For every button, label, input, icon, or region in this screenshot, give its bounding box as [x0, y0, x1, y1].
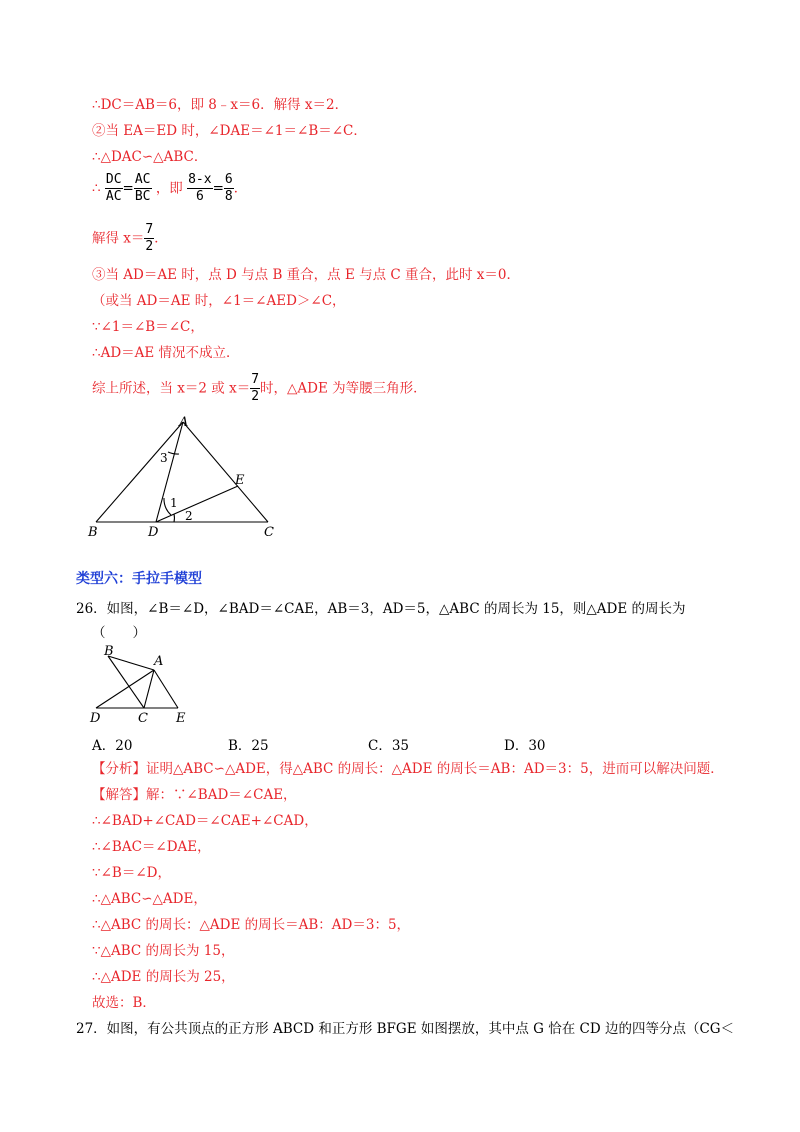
q26-stem: 26．如图，∠B＝∠D，∠BAD＝∠CAE，AB＝3，AD＝5，△ABC 的周长为 15，则△ADE 的周长为 — [76, 601, 686, 617]
period: ． — [154, 230, 168, 247]
fraction-numerator: DC — [105, 172, 122, 187]
q26-solution-line: 【解答】解：∵∠BAD＝∠CAE， — [92, 787, 297, 803]
solution-line-1: ∴DC＝AB＝6，即 8﹣x＝6．解得 x＝2． — [92, 97, 349, 113]
solution-line-2: ②当 EA＝ED 时，∠DAE＝∠1＝∠B＝∠C． — [92, 123, 367, 139]
therefore-symbol: ∴ — [92, 180, 101, 197]
period: ． — [233, 180, 248, 197]
q26-solution-line: ∴△ABC 的周长：△ADE 的周长＝AB：AD＝3：5， — [92, 917, 411, 933]
fraction-denominator: 6 — [195, 189, 204, 204]
label-e: E — [235, 473, 245, 488]
label-c: C — [264, 525, 274, 540]
solution-line-9: ∴AD＝AE 情况不成立． — [92, 345, 240, 361]
fraction-numerator: 7 — [251, 372, 260, 387]
label-a: A — [154, 654, 164, 669]
solution-line-4: ∴ $\frac{DC}{AC}$ = $\frac{AC}{BC}$ ，即 $\frac{8-x}{6}$ = $\frac{6}{8}$ ． — [92, 172, 248, 204]
fraction-8-x-over-6 — [187, 172, 212, 205]
segment-ba — [108, 656, 154, 670]
label-b: B — [88, 525, 98, 540]
label-angle-1: 1 — [170, 496, 178, 510]
solution-line-5 — [92, 222, 168, 255]
label-e: E — [176, 711, 186, 726]
q26-solution-line: ∴∠BAC＝∠DAE， — [92, 839, 211, 855]
segment-de — [156, 486, 238, 522]
fraction-denominator: 2 — [145, 239, 154, 254]
choice-a[interactable]: A．20 — [92, 738, 133, 754]
angle-3-arc — [168, 452, 179, 454]
solution-line-3: ∴△DAC∽△ABC． — [92, 149, 208, 165]
q26-solution-line: ∴△ABC∽△ADE， — [92, 891, 207, 907]
fraction-7-over-2 — [250, 372, 260, 405]
fraction-numerator: 8-x — [188, 172, 212, 187]
solve-text: 解得 x＝ — [92, 230, 145, 247]
fraction-denominator: AC — [105, 189, 122, 204]
fraction-denominator: BC — [134, 189, 151, 204]
conclusion-text: 综上所述，当 x＝2 或 x＝ — [92, 380, 251, 397]
fraction-7-over-2 — [144, 222, 154, 255]
triangle-figure-1 — [80, 412, 300, 542]
solution-line-7: （或当 AD＝AE 时，∠1＝∠AED＞∠C， — [92, 293, 346, 309]
q26-solution-line: 故选：B． — [92, 995, 156, 1011]
q26-solution-line: ∴△ADE 的周长为 25， — [92, 969, 235, 985]
q27-stem: 27．如图，有公共顶点的正方形 ABCD 和正方形 BFGE 如图摆放，其中点 G 恰在 CD 边的四等分点（CG＜ — [76, 1021, 735, 1037]
q26-solution-line: ∵∠B＝∠D， — [92, 865, 171, 881]
solution-line-6: ③当 AD＝AE 时，点 D 与点 B 重合，点 E 与点 C 重合，此时 x＝0． — [92, 267, 521, 283]
label-b: B — [104, 644, 114, 659]
segment-ae — [154, 670, 178, 708]
label-angle-3: 3 — [160, 451, 168, 465]
label-d: D — [90, 711, 101, 726]
q26-blank: （ ） — [92, 625, 146, 641]
segment-ac — [183, 422, 268, 522]
segment-bc — [108, 656, 144, 708]
fraction-denominator: 2 — [251, 389, 260, 404]
choice-d[interactable]: D．30 — [504, 738, 546, 754]
label-angle-2: 2 — [185, 509, 193, 523]
namely-text: ，即 — [155, 180, 183, 197]
q26-solution-line: ∴∠BAD+∠CAD＝∠CAE+∠CAD， — [92, 813, 318, 829]
fraction-ac-bc — [134, 172, 152, 205]
label-c: C — [138, 711, 148, 726]
solution-line-10 — [92, 372, 427, 405]
choice-b[interactable]: B．25 — [228, 738, 269, 754]
section-title: 类型六：手拉手模型 — [76, 571, 202, 587]
q26-solution-line: ∵△ABC 的周长为 15， — [92, 943, 235, 959]
choice-c[interactable]: C．35 — [368, 738, 410, 754]
fraction-denominator: 8 — [224, 189, 233, 204]
triangle-figure-2 — [88, 644, 208, 726]
fraction-numerator: 7 — [145, 222, 154, 237]
label-d: D — [148, 525, 159, 540]
fraction-dc-ac — [105, 172, 123, 205]
conclusion-suffix: 时，△ADE 为等腰三角形． — [260, 380, 427, 397]
label-a: A — [179, 415, 189, 430]
fraction-6-over-8 — [224, 172, 234, 205]
fraction-numerator: 6 — [224, 172, 233, 187]
fraction-numerator: AC — [134, 172, 151, 187]
solution-line-8: ∵∠1＝∠B＝∠C， — [92, 319, 204, 335]
q26-analysis: 【分析】证明△ABC∽△ADE，得△ABC 的周长：△ADE 的周长＝AB：AD＝3：5，进而可以解决问题． — [92, 761, 724, 777]
